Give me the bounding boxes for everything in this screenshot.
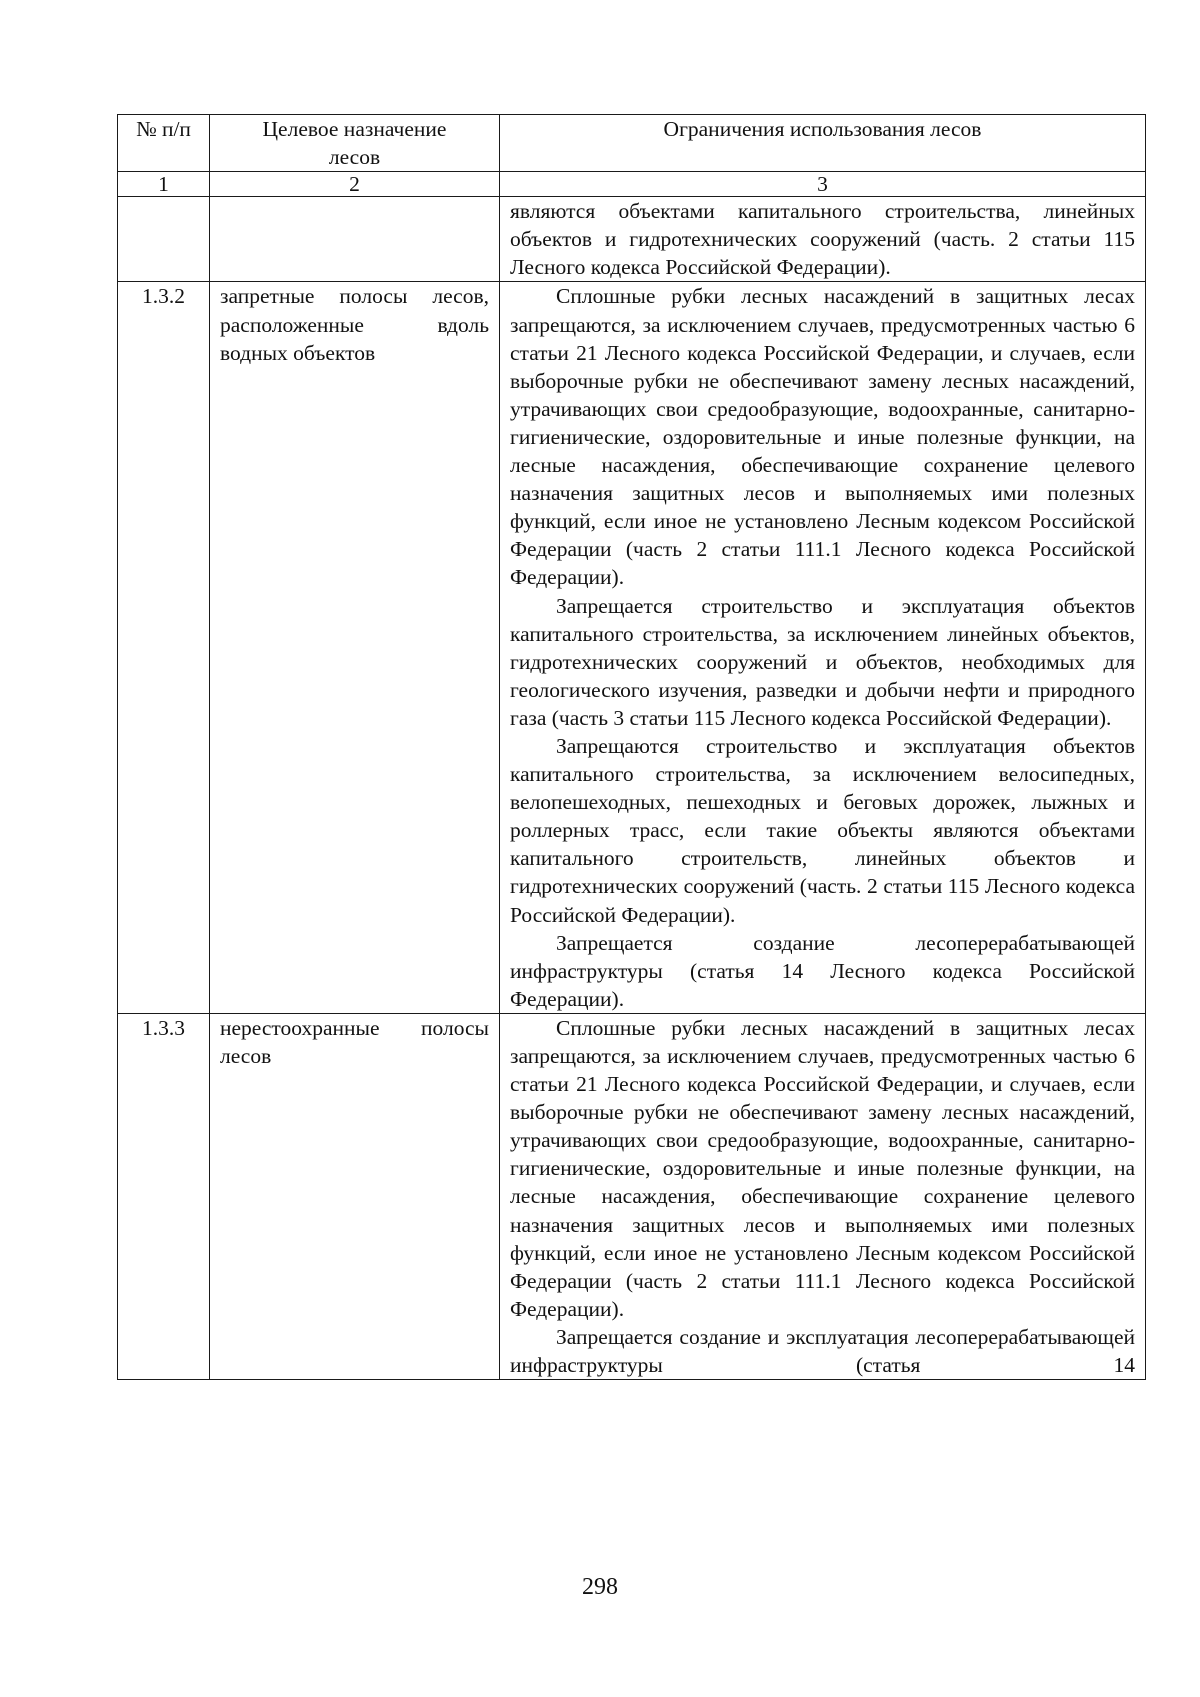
row-code	[118, 197, 210, 282]
table-header-row	[118, 115, 1146, 172]
restriction-paragraph: Сплошные рубки лесных насаждений в защитных лесах запрещаются, за исключением случаев, предусмотренных частью 6 статьи 21 Лесного кодекса Российской Федерации, и случаев, если выборочные рубки не обеспечивают замену лесных насаждений, утрачивающих свои средообразующие, водоохранные, санитарно-гигиенические, оздоровительные и иные полезные функции, на лесные насаждения, обеспечивающие сохранение целевого назначения защитных лесов и выполняемых ими полезных функций, если иное не установлено Лесным кодексом Российской Федерации (часть 2 статьи 111.1 Лесного кодекса Российской Федерации).	[510, 284, 1135, 590]
row-purpose: запретные полосы лесов, расположенные вдоль водных объектов	[210, 282, 500, 1013]
row-restrictions	[500, 282, 1146, 1013]
row-code: 1.3.3	[118, 1013, 210, 1379]
row-code: 1.3.2	[118, 282, 210, 1013]
header-purpose: Целевое назначение лесов	[210, 115, 500, 172]
restriction-paragraph: Сплошные рубки лесных насаждений в защитных лесах запрещаются, за исключением случаев, предусмотренных частью 6 статьи 21 Лесного кодекса Российской Федерации, и случаев, если выборочные рубки не обеспечивают замену лесных насаждений, утрачивающих свои средообразующие, водоохранные, санитарно-гигиенические, оздоровительные и иные полезные функции, на лесные насаждения, обеспечивающие сохранение целевого назначения защитных лесов и выполняемых ими полезных функций, если иное не установлено Лесным кодексом Российской Федерации (часть 2 статьи 111.1 Лесного кодекса Российской Федерации).	[510, 1015, 1135, 1321]
page-number: 298	[582, 1574, 618, 1600]
restriction-paragraph: Запрещается создание лесоперерабатывающей инфраструктуры (статья 14 Лесного кодекса Российской Федерации).	[510, 930, 1135, 1011]
row-restrictions	[500, 197, 1146, 282]
header-item-number: № п/п	[118, 115, 210, 172]
header-restrictions: Ограничения использования лесов	[500, 115, 1146, 172]
table-row	[118, 1013, 1146, 1379]
table-row	[118, 282, 1146, 1013]
restriction-paragraph: являются объектами капитального строительства, линейных объектов и гидротехнических сооружений (часть. 2 статьи 115 Лесного кодекса Российской Федерации).	[510, 199, 1135, 280]
restriction-paragraph: Запрещается строительство и эксплуатация объектов капитального строительства, за исключением линейных объектов, гидротехнических сооружений и объектов, необходимых для геологического изучения, разведки и добычи нефти и природного газа (часть 3 статьи 115 Лесного кодекса Российской Федерации).	[510, 593, 1135, 730]
restriction-paragraph: Запрещаются строительство и эксплуатация объектов капитального строительства, за исключением велосипедных, велопешеходных, пешеходных и беговых дорожек, лыжных и роллерных трасс, если такие объекты являются объектами капитального строительств, линейных объектов и гидротехнических сооружений (часть. 2 статьи 115 Лесного кодекса Российской Федерации).	[510, 733, 1135, 927]
column-number-1: 1	[118, 172, 210, 197]
row-purpose	[210, 197, 500, 282]
column-number-3: 3	[500, 172, 1146, 197]
column-numbers-row	[118, 172, 1146, 197]
column-number-2: 2	[210, 172, 500, 197]
row-restrictions	[500, 1013, 1146, 1379]
forest-restrictions-table	[117, 114, 1146, 1380]
restriction-paragraph: Запрещается создание и эксплуатация лесоперерабатывающей инфраструктуры (статья 14	[510, 1324, 1135, 1378]
row-purpose: нерестоохранные полосы лесов	[210, 1013, 500, 1379]
table-row	[118, 197, 1146, 282]
